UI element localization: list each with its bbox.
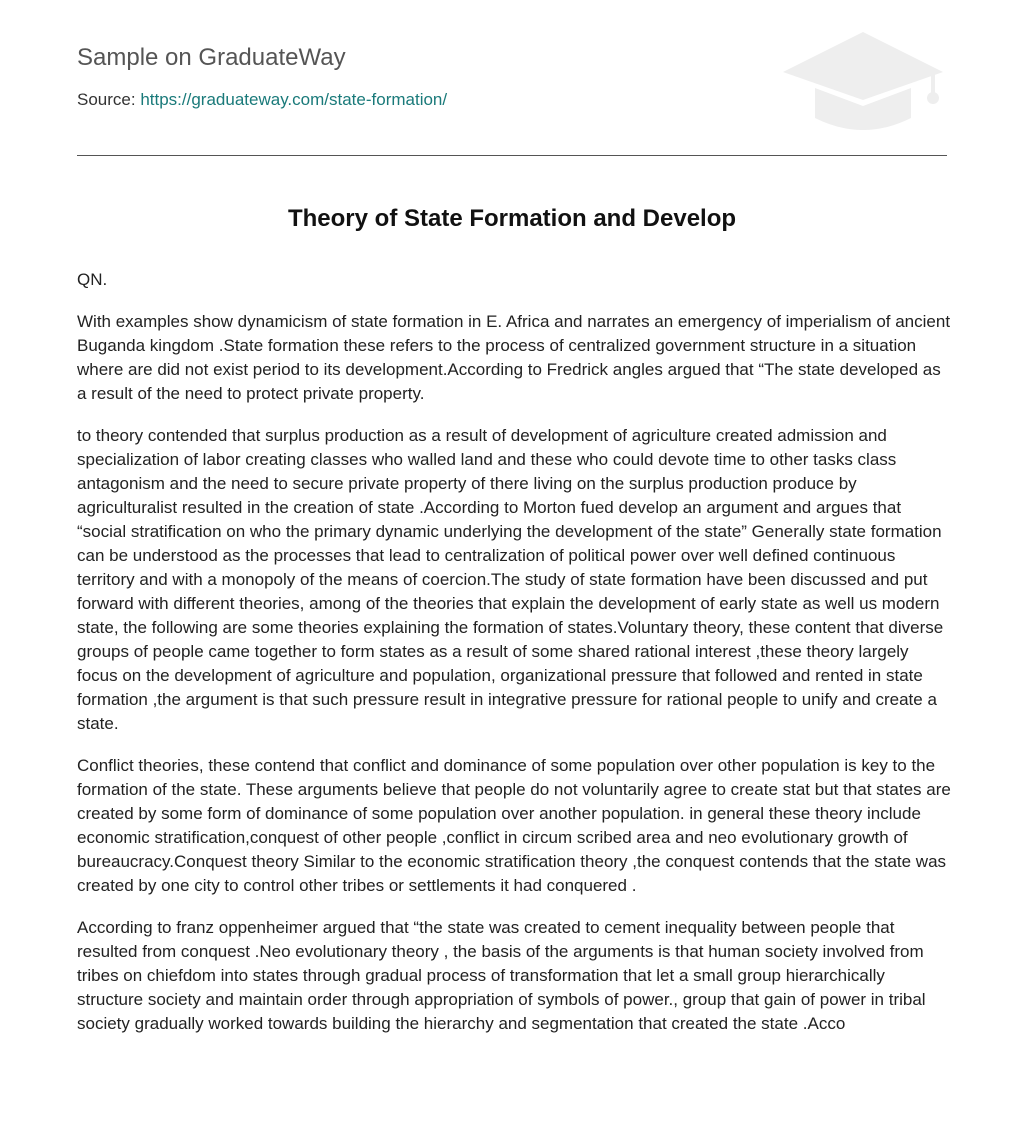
paragraph-question: QN. xyxy=(77,270,108,289)
document-title: Theory of State Formation and Develop xyxy=(287,205,737,232)
paragraph-conflict: Conflict theories, these contend that conflict and dominance of some population over other population is key to the formation of the state. These arguments believe that people do not voluntarily agree to create stat but that states are created by some form of dominance of some population over another population. in general these theory include economic stratification,conquest of other people ,conflict in circum scribed area and neo evolutionary growth of bureaucracy.Conquest theory Similar to the economic stratification theory ,the conquest contends that the state was created by one city to control other tribes or settlements it had conquered . xyxy=(77,756,951,895)
paragraph-oppenheimer: According to franz oppenheimer argued that “the state was created to cement inequality between people that resulted from conquest .Neo evolutionary theory , the basis of the arguments is that human society involved from tribes on chiefdom into states through gradual process of transformation that let a small group hierarchically structure society and maintain order through appropriation of symbols of power., group that gain of power in tribal society gradually worked towards building the hierarchy and segmentation that created the state .Acco xyxy=(77,918,926,1033)
source-label: Source: xyxy=(77,90,136,109)
site-title: Sample on GraduateWay xyxy=(77,44,346,71)
source-line xyxy=(77,90,447,110)
paragraph-theories: to theory contended that surplus production as a result of development of agriculture created admission and specialization of labor creating classes who walled land and these who could devote time to other tasks class antagonism and the need to secure private property of there living on the surplus production produce by agriculturalist resulted in the creation of state .According to Morton fued develop an argument and argues that “social stratification on who the primary dynamic underlying the development of the state” Generally state formation can be understood as the processes that lead to centralization of political power over well defined continuous territory and with a monopoly of the means of coercion.The study of state formation have been discussed and put forward with different theories, among of the theories that explain the development of early state as well us modern state, the following are some theories explaining the formation of states.Voluntary theory, these content that diverse groups of people came together to form states as a result of some shared rational interest ,these theory largely focus on the development of agriculture and population, organizational pressure that followed and rented in state formation ,the argument is that such pressure result in integrative pressure for rational people to unify and create a state. xyxy=(77,426,944,733)
page-header xyxy=(77,0,947,156)
document-body xyxy=(77,268,952,1054)
graduation-cap-icon xyxy=(779,30,947,134)
source-link[interactable]: https://graduateway.com/state-formation/ xyxy=(140,90,448,109)
header-divider xyxy=(77,155,947,156)
paragraph-intro: With examples show dynamicism of state formation in E. Africa and narrates an emergency of imperialism of ancient Buganda kingdom .State formation these refers to the process of centralized government structure in a situation where are did not exist period to its development.According to Fredrick angles argued that “The state developed as a result of the need to protect private property. xyxy=(77,312,951,403)
